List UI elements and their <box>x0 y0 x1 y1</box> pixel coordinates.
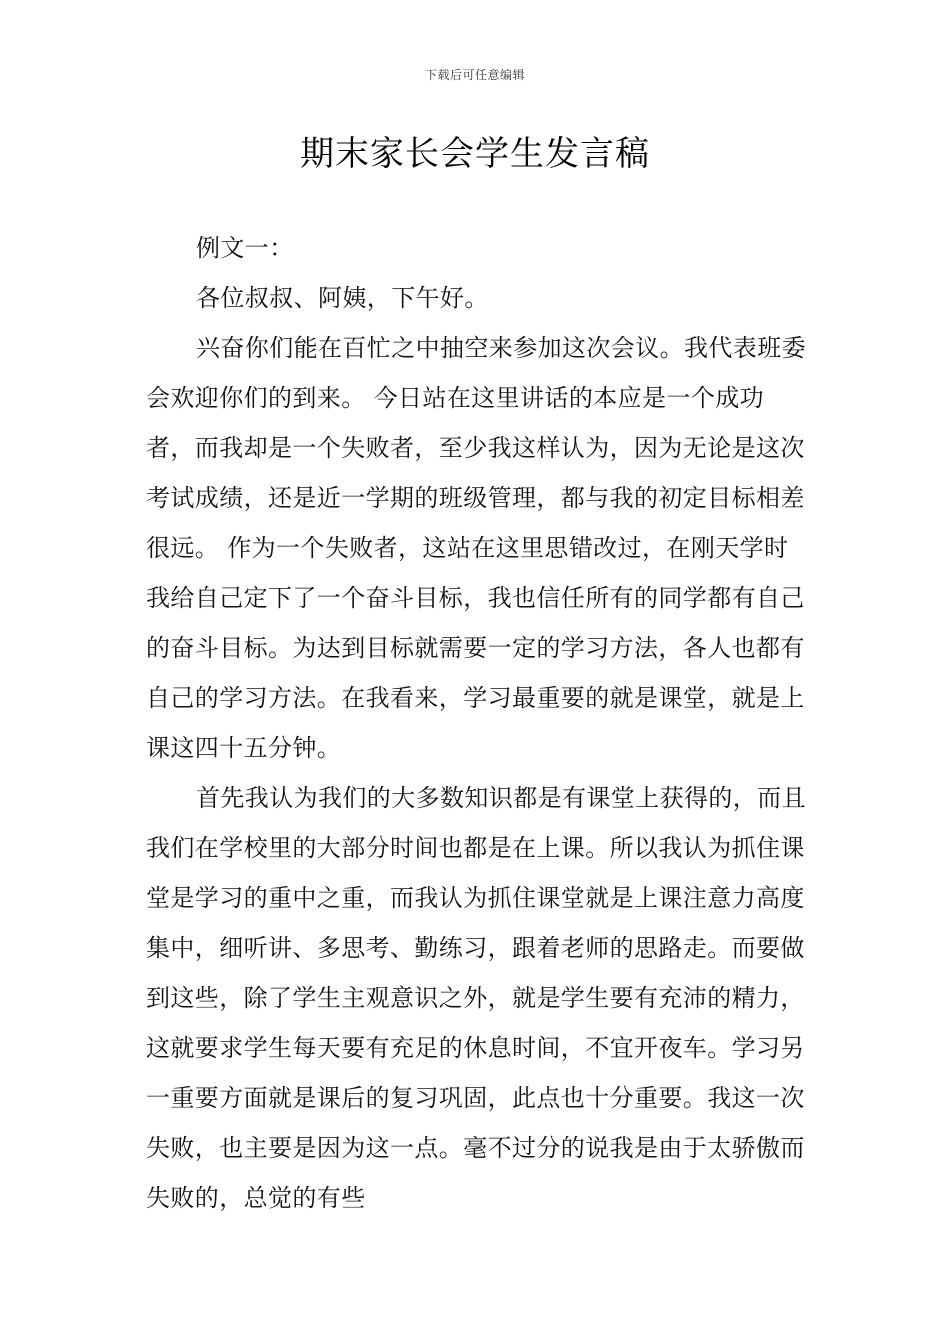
document-body <box>146 223 810 1223</box>
paragraph-greeting: 各位叔叔、阿姨，下午好。 <box>196 284 489 312</box>
paragraph-introduction: 兴奋你们能在百忙之中抽空来参加这次会议。我代表班委会欢迎你们的到来。 今日站在这里讲话的本应是一个成功者，而我却是一个失败者，至少我这样认为，因为无论是这次考试成绩，还是近一学期的班级管理，都与我的初定目标相差很远。 作为一个失败者，这站在这里思错改过，在刚天学时我给自己定下了一个奋斗目标，我也信任所有的同学都有自己的奋斗目标。为达到目标就需要一定的学习方法，各人也都有自己的学习方法。在我看来，学习最重要的就是课堂，就是上课这四十五分钟。 <box>146 334 806 762</box>
paragraph-classroom: 首先我认为我们的大多数知识都是有课堂上获得的，而且我们在学校里的大部分时间也都是在上课。所以我认为抓住课堂是学习的重中之重，而我认为抓住课堂就是上课注意力高度集中，细听讲、多思考、勤练习，跟着老师的思路走。而要做到这些，除了学生主观意识之外，就是学生要有充沛的精力，这就要求学生每天要有充足的休息时间，不宜开夜车。学习另一重要方面就是课后的复习巩固，此点也十分重要。我这一次失败，也主要是因为这一点。毫不过分的说我是由于太骄傲而失败的，总觉的有些 <box>146 784 806 1212</box>
header-note: 下载后可任意编辑 <box>424 68 525 82</box>
document-title: 期末家长会学生发言稿 <box>300 134 650 174</box>
paragraph-example-label: 例文一： <box>196 234 294 262</box>
